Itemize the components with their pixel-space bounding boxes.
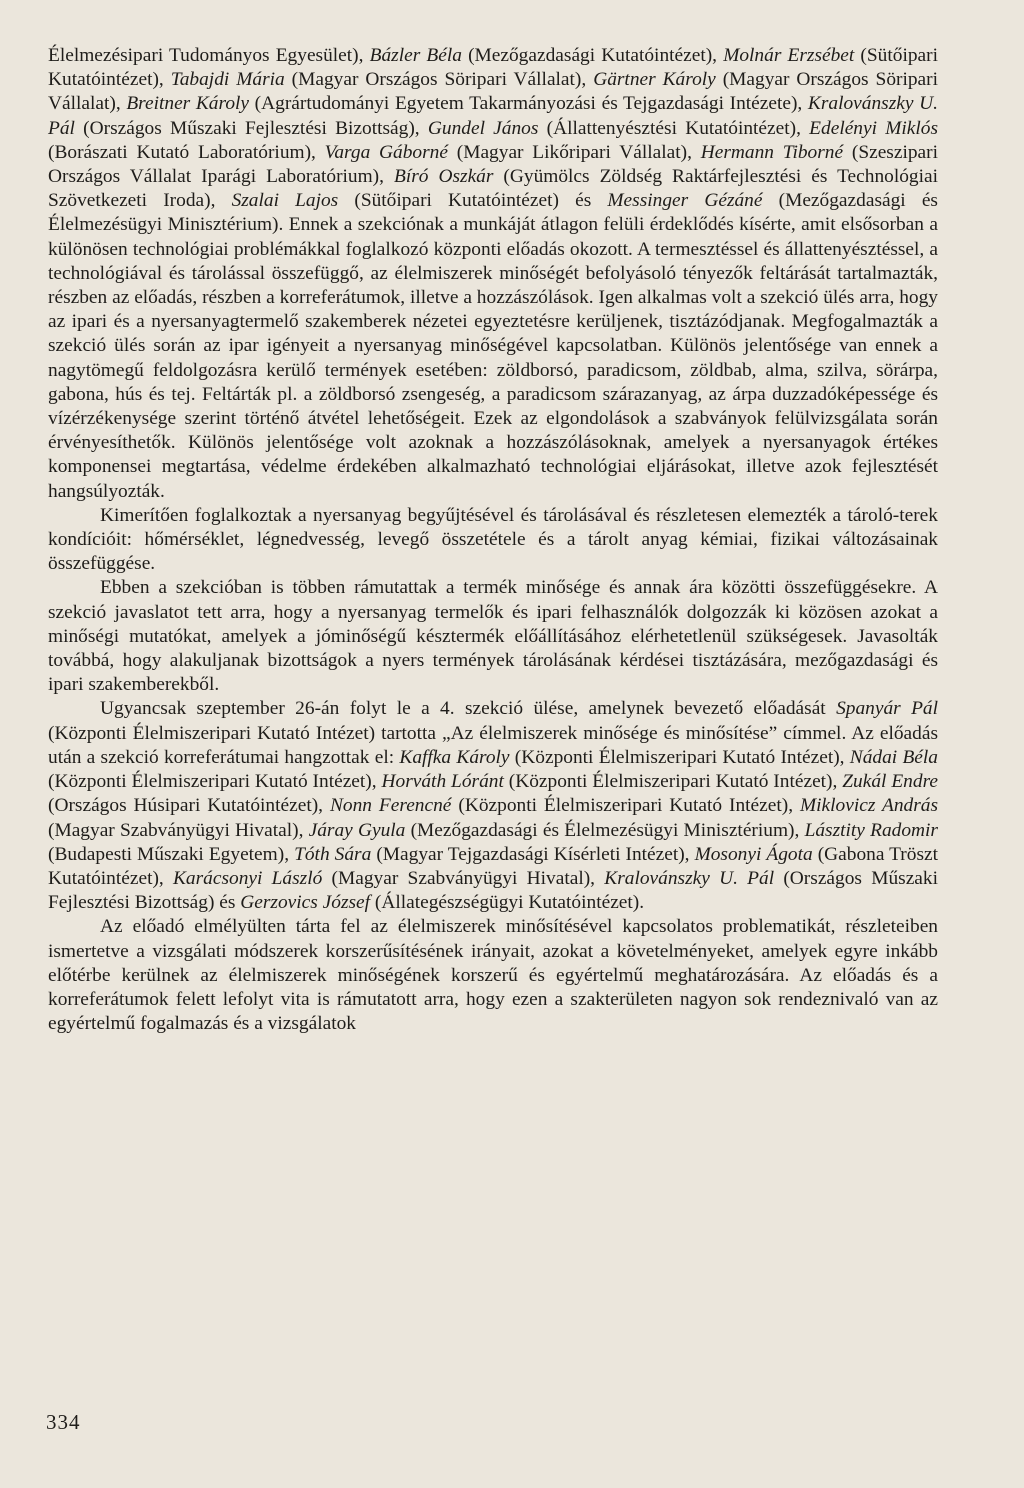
paragraph-5: [48, 915, 938, 1036]
person-name: Bíró Oszkár: [394, 166, 494, 188]
text-run: (Magyar Országos Söripari Vállalat),: [284, 69, 594, 91]
text-run: Az előadó elmélyülten tárta fel az élelmiszerek minősítésével kapcsolatos problematikát, részleteiben ismertetve a vizsgálati módszerek korszerűsítésének irányait, azokat a követelményeket, amelyek egyre inkább előtérbe kerülnek az élelmiszerek minőségének korszerű és egyértelmű meghatározására. Az előadás és a korreferátumok felett lefolyt vita is rámutatott arra, hogy ezen a szakterületen nagyon sok rendeznivaló van az egyértelmű fogalmazás és a vizsgálatok: [48, 916, 938, 1035]
person-name: Miklovicz András: [800, 795, 939, 817]
person-name: Bázler Béla: [369, 45, 462, 66]
person-name: Tóth Sára: [294, 843, 372, 865]
person-name: Zukál Endre: [842, 771, 939, 793]
text-run: (Borászati Kutató Laboratórium),: [48, 141, 325, 163]
text-run: (Budapesti Műszaki Egyetem),: [48, 843, 295, 865]
text-run: (Központi Élelmiszeripari Kutató Intézet),: [48, 771, 382, 793]
person-name: Nonn Ferencné: [329, 795, 452, 817]
person-name: Spanyár Pál: [836, 698, 938, 720]
text-run: Élelmezésipari Tudományos Egyesület),: [48, 45, 370, 66]
person-name: Nádai Béla: [849, 746, 938, 768]
page-number: 334: [46, 1410, 81, 1434]
paragraph-4: [48, 697, 938, 915]
text-run: (Országos Műszaki Fejlesztési Bizottság) és: [48, 867, 938, 914]
person-name: Kralovánszky U. Pál: [48, 93, 938, 139]
paragraph-2: [48, 504, 938, 577]
text-run: (Magyar Szabványügyi Hivatal),: [48, 819, 309, 841]
person-name: Mosonyi Ágota: [694, 843, 813, 865]
text-run: (Mezőgazdasági és Élelmezésügyi Minisztérium). Ennek a szekciónak a munkáját átlagon felüli érdeklődés kísérte, amit elsősorban a különösen technológiai problémákkal foglalkozó központi előadás okozott. A termesztéssel és állattenyésztéssel, a technológiával és tárolással összefüggő, az élelmiszerek minőségét befolyásoló tényezők feltárását tartalmazták, részben az előadás, részben a korreferátumok, illetve a hozzászólások. Igen alkalmas volt a szekció ülés arra, hogy az ipari és a nyersanyagtermelő szakemberek nézetei egyeztetésre kerüljenek, tisztázódjanak. Megfogalmazták a szekció ülés során az ipar igényeit a nyersanyag minőségével kapcsolatban. Különös jelentősége van ennek a nagytömegű feldolgozásra kerülő termények esetében: zöldborsó, paradicsom, zöldbab, alma, szilva, sörárpa, gabona, hús és tej. Feltárták pl. a zöldborsó zsengeség, a paradicsom szárazanyag, az árpa duzzadóképessége és vízérzékenysége szerint történő átvétel lehetőségeit. Ezek az elgondolások a szabványok felülvizsgálata során érvényesíthetők. Különös jelentősége volt azoknak a hozzászólásoknak, amelyek a nyersanyagok értékes komponensei megtartása, védelme érdekében alkalmazható technológiai eljárásokat, illetve azok fejlesztését hangsúlyozták.: [48, 190, 938, 502]
person-name: Tabajdi Mária: [170, 69, 285, 91]
body-text: [48, 44, 938, 1036]
person-name: Gerzovics József: [240, 892, 371, 914]
text-run: (Sütőipari Kutatóintézet) és: [338, 190, 608, 212]
text-run: (Sütőipari Kutatóintézet),: [48, 45, 938, 91]
text-run: (Gabona Tröszt Kutatóintézet),: [48, 843, 938, 889]
person-name: Gärtner Károly: [593, 69, 716, 91]
person-name: Messinger Gézáné: [607, 190, 763, 212]
person-name: Breitner Károly: [126, 93, 250, 115]
person-name: Varga Gáborné: [324, 141, 448, 163]
text-run: Ebben a szekcióban is többen rámutattak a termék minősége és annak ára közötti összefüggésekre. A szekció javaslatot tett arra, hogy a nyersanyag termelők és ipari felhasználók dolgozzák ki közösen azokat a minőségi mutatókat, amelyek a jóminőségű késztermék előállításához elérhetetlenül szükségesek. Javasolták továbbá, hogy alakuljanak bizottságok a nyers termények tárolásának kérdései tisztázására, mezőgazdasági és ipari szakemberekből.: [48, 577, 938, 696]
person-name: Edelényi Miklós: [809, 117, 939, 139]
text-run: (Központi Élelmiszeripari Kutató Intézet),: [509, 746, 850, 768]
person-name: Kralovánszky U. Pál: [604, 867, 775, 889]
paragraph-1: [48, 44, 938, 504]
text-run: (Központi Élelmiszeripari Kutató Intézet),: [503, 771, 843, 793]
text-run: (Országos Műszaki Fejlesztési Bizottság),: [74, 117, 428, 139]
person-name: Kaffka Károly: [399, 746, 510, 768]
person-name: Gundel János: [427, 117, 539, 139]
text-run: (Központi Élelmiszeripari Kutató Intézet),: [451, 795, 801, 817]
paragraph-3: [48, 576, 938, 697]
person-name: Horváth Lóránt: [381, 771, 504, 793]
person-name: Szalai Lajos: [231, 190, 339, 212]
text-run: (Magyar Tejgazdasági Kísérleti Intézet),: [371, 843, 695, 865]
text-run: (Magyar Országos Söripari Vállalat),: [48, 69, 939, 115]
text-run: (Központi Élelmiszeripari Kutató Intézet) tartotta „Az élelmiszerek minősége és minősítése” címmel. Az előadás után a szekció korreferátumai hangzottak el:: [48, 722, 938, 768]
text-run: (Agrártudományi Egyetem Takarmányozási és Tejgazdasági Intézete),: [249, 93, 808, 115]
person-name: Lásztity Radomir: [804, 819, 938, 841]
text-run: (Magyar Likőripari Vállalat),: [447, 141, 701, 163]
text-run: (Országos Húsipari Kutatóintézet),: [48, 795, 330, 817]
text-run: (Gyümölcs Zöldség Raktárfejlesztési és Technológiai Szövetkezeti Iroda),: [48, 166, 939, 212]
text-run: (Állategészségügyi Kutatóintézet).: [370, 892, 645, 914]
person-name: Hermann Tiborné: [700, 141, 844, 163]
person-name: Járay Gyula: [308, 819, 406, 841]
text-run: Kimerítően foglalkoztak a nyersanyag begyűjtésével és tárolásával és részletesen elemezték a tároló-terek kondícióit: hőmérséklet, légnedvesség, levegő összetételе és a tárolt anyag kémiai, fizikai változásainak összefüggése.: [48, 504, 938, 575]
text-run: (Mezőgazdasági és Élelmezésügyi Minisztérium),: [405, 819, 805, 841]
text-run: (Szeszipari Országos Vállalat Iparági Laboratórium),: [48, 141, 938, 188]
text-run: Ugyancsak szeptember 26-án folyt le a 4. szekció ülése, amelynek bevezető előadását: [100, 698, 837, 720]
text-run: (Mezőgazdasági Kutatóintézet),: [461, 45, 724, 66]
person-name: Karácsonyi László: [173, 867, 323, 889]
person-name: Molnár Erzsébet: [723, 45, 855, 66]
text-run: (Állattenyésztési Kutatóintézet),: [538, 117, 810, 139]
text-run: (Magyar Szabványügyi Hivatal),: [322, 867, 605, 889]
